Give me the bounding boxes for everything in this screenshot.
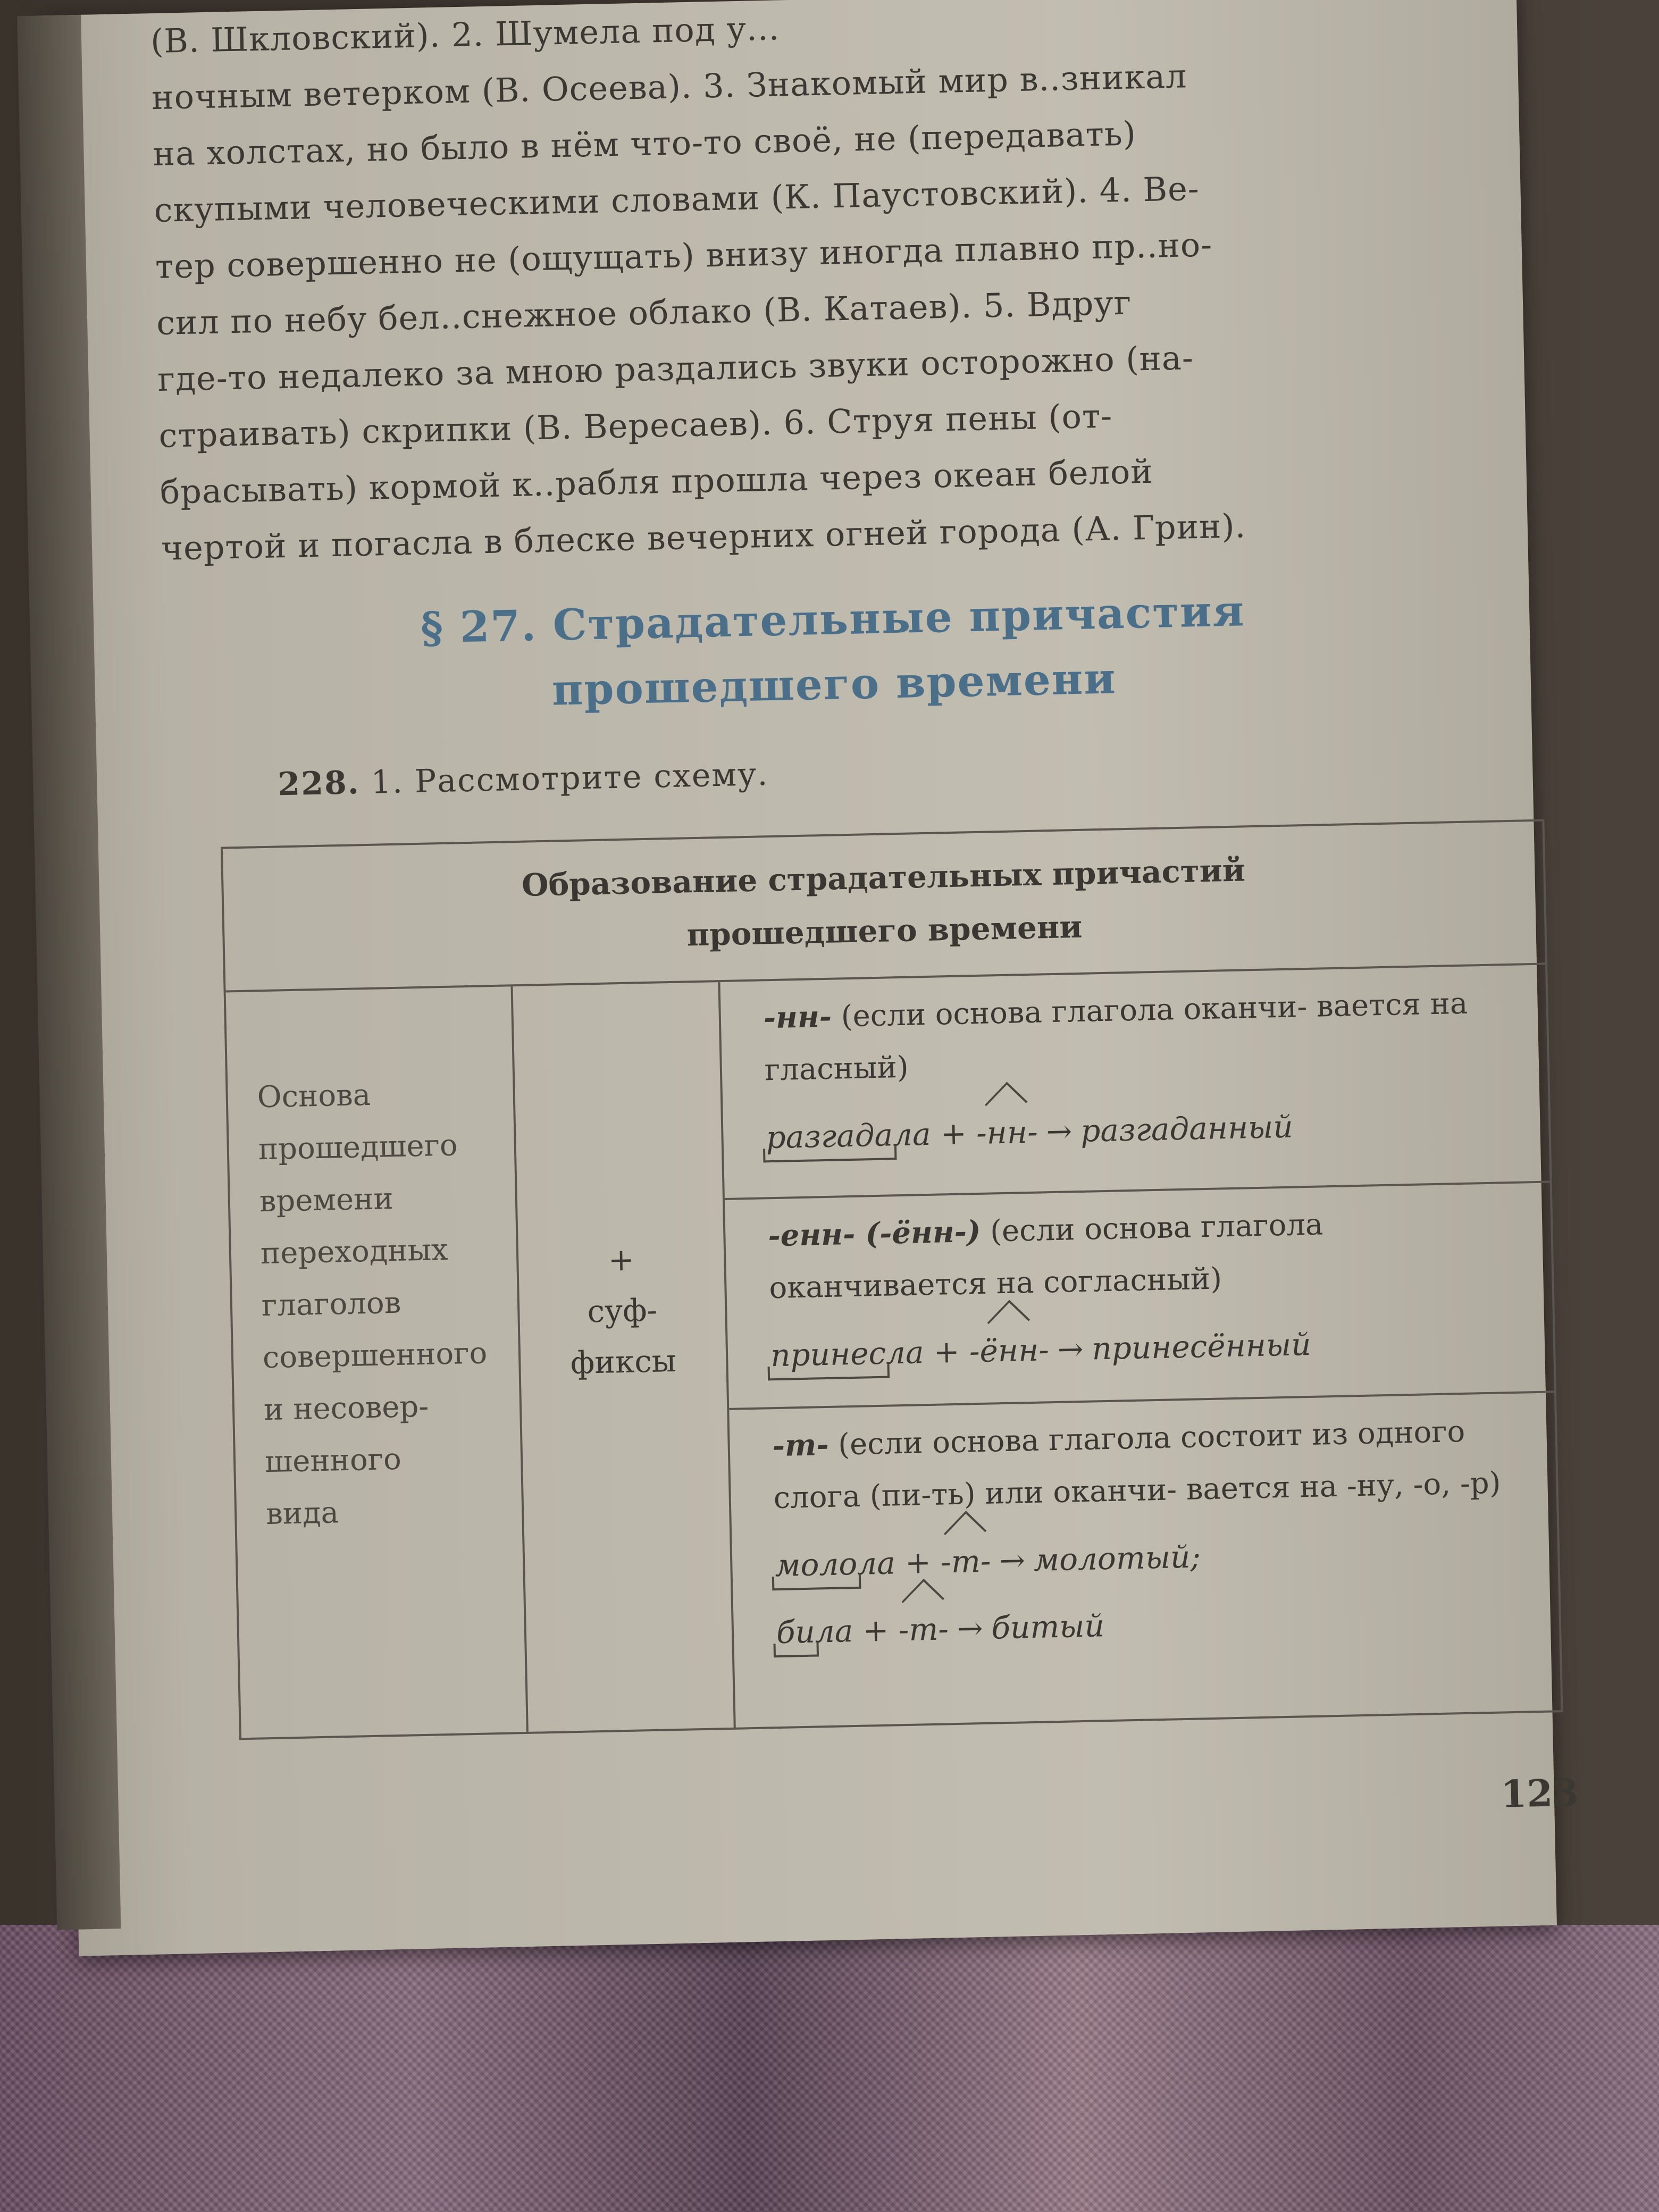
example-stem: моло (774, 1538, 858, 1591)
fabric-background (0, 1925, 1659, 2212)
text-line: где-то недалеко за мною раздались звуки осторожно (на- (157, 338, 1194, 399)
text-line: страивать) скрипки (В. Вересаев). 6. Струя пены (от- (158, 396, 1113, 455)
section-title-line: § 27. Страдательные причастия (420, 585, 1246, 653)
example-stem: разгада (766, 1109, 894, 1163)
base-line: Основа (257, 1077, 371, 1115)
exercise-text (150, 0, 1523, 577)
plus-line: фиксы (570, 1342, 677, 1381)
example-result: молотый; (1033, 1538, 1201, 1578)
rule-suffix: -енн- (-ённ-) (767, 1213, 982, 1254)
rule-text: (если основа глагола оканчи- вается на гласный) (764, 986, 1468, 1088)
rule-text: (если основа глагола оканчивается на согласный) (768, 1207, 1323, 1306)
example-suffix: -т- (940, 1535, 991, 1588)
text-line: ночным ветерком (В. Осеева). 3. Знакомый мир в..зникал (151, 56, 1188, 118)
arrow-icon: → (957, 1610, 984, 1647)
rule-description (772, 1404, 1538, 1524)
text-line: сил по небу бел..снежное облако (В. Катаев). 5. Вдруг (156, 283, 1132, 342)
arrow-icon: → (1057, 1330, 1084, 1368)
suffix-column (513, 982, 736, 1734)
rule-cell-enn (725, 1183, 1556, 1410)
rule-description (763, 976, 1529, 1096)
base-line: прошедшего (258, 1128, 458, 1167)
task-heading (278, 756, 769, 803)
rule-example (774, 1523, 1539, 1591)
scheme-header-line: Образование страдательных причастий (521, 852, 1246, 903)
text-line: на холстах, но было в нём что-то своё, не (передавать) (152, 114, 1137, 174)
rule-cell-nn (720, 965, 1552, 1200)
base-line: вида (265, 1495, 339, 1532)
section-title (274, 575, 1393, 728)
plus-line: + (608, 1241, 635, 1278)
scheme-header-line: прошедшего времени (686, 908, 1083, 953)
section-title-line: прошедшего времени (551, 653, 1117, 715)
example-result: битый (991, 1607, 1105, 1646)
rule-suffix: -нн- (763, 999, 832, 1036)
example-ending: ла + (857, 1544, 941, 1582)
rule-example (770, 1313, 1535, 1381)
text-line: брасывать) кормой к..рабля прошла через океан белой (160, 451, 1154, 512)
text-line: тер совершенно не (ощущать) внизу иногда плавно пр..но- (155, 225, 1213, 286)
arrow-icon: → (999, 1542, 1026, 1579)
example-ending: ла + (892, 1115, 977, 1153)
example-suffix: -т- (898, 1603, 949, 1656)
rule-example (776, 1590, 1540, 1658)
plus-line: суф- (586, 1292, 658, 1330)
example-stem: принес (770, 1327, 886, 1382)
rule-suffix: -т- (772, 1427, 830, 1464)
base-line: шенного (264, 1442, 402, 1480)
base-line: и несовер- (263, 1389, 429, 1428)
example-suffix: -ённ- (969, 1323, 1050, 1377)
text-line: чертой и погасла в блеске вечерних огней города (А. Грин). (161, 506, 1246, 568)
text-line: скупыми человеческими словами (К. Паустовский). 4. Ве- (154, 169, 1200, 230)
base-line: глаголов (261, 1285, 401, 1323)
text-line: (В. Шкловский). 2. Шумела под у... (150, 9, 780, 61)
task-number: 228. (277, 764, 361, 803)
base-line: времени (259, 1182, 394, 1219)
example-ending: ла + (885, 1333, 970, 1371)
base-line: переходных (260, 1232, 449, 1271)
scheme-header (223, 822, 1545, 993)
base-line: совершенного (262, 1336, 488, 1376)
book-page (38, 0, 1579, 1956)
example-result: разгаданный (1080, 1108, 1294, 1149)
rule-example (766, 1095, 1530, 1163)
formation-scheme-table (221, 819, 1563, 1740)
example-ending: ла + (815, 1612, 899, 1650)
base-column (226, 986, 529, 1740)
task-text: 1. Рассмотрите схему. (370, 756, 769, 801)
rule-text: (если основа глагола состоит из одного слога (пи-ть) или оканчи- вается на -ну, -о, -р) (773, 1414, 1502, 1516)
arrow-icon: → (1045, 1113, 1073, 1150)
example-result: принесённый (1091, 1326, 1312, 1367)
example-stem: би (776, 1606, 816, 1659)
rule-description (767, 1194, 1533, 1314)
page-number: 123 (1500, 1770, 1579, 1816)
example-suffix: -нн- (976, 1106, 1038, 1159)
rule-cell-t (729, 1393, 1563, 1729)
